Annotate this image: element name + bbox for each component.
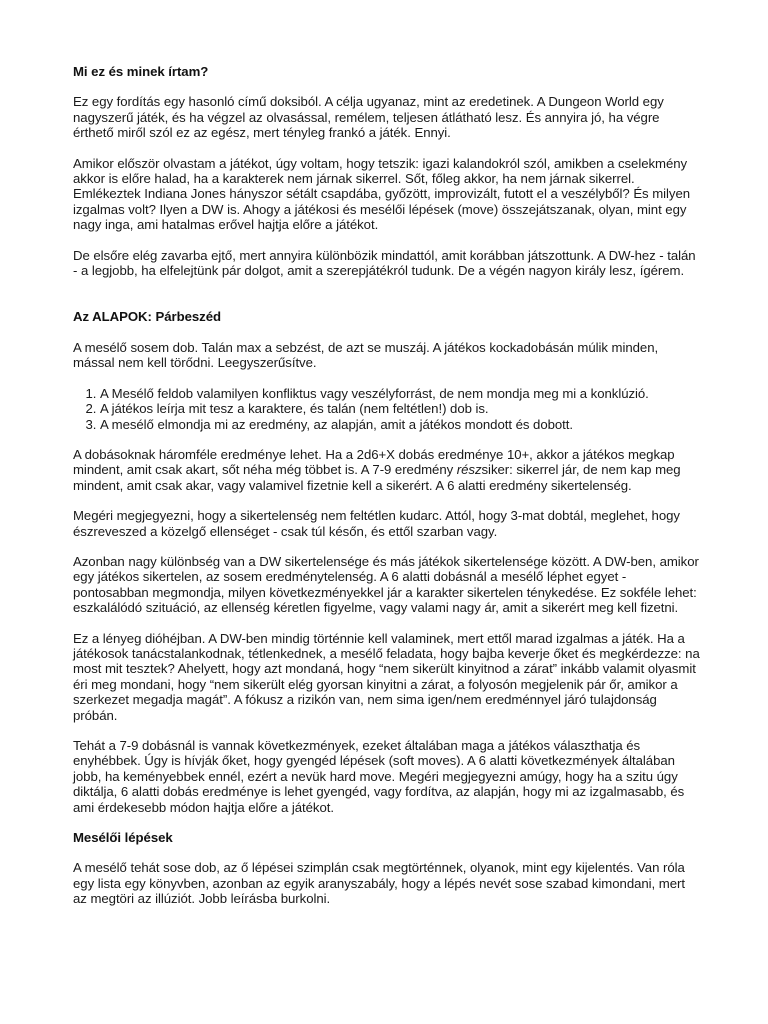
results-text-b: siker: sikerrel jár, de nem kap meg mindent, amit csak akar, vagy valamivel fizetnie kell a sikerért. A 6 alatti eredmény sikertelenség. xyxy=(73,462,681,493)
paragraph-core: Ez a lényeg dióhéjban. A DW-ben mindig történnie kell valaminek, mert ettől marad izgalmas a játék. Ha a játékosok tanácstalankodnak, tétlenkednek, a mesélő feladata, hogy bajba keverje őket és megkérdezze: na most mit tesztek? Ahelyett, hogy azt mondaná, hogy “nem sikerült kinyitnod a zárat” inkább valamit olyasmit éri meg mondani, hogy “nem sikerült elég gyorsan kinyitni a zárat, a folyosón megjelenik pár őr, amikor a szerkezet megadja magát”. A fókusz a rizikón van, nem sima igen/nem eredménnyel járó tulajdonság próbán. xyxy=(73,630,700,723)
list-item: 2. A játékos leírja mit tesz a karaktere, és talán (nem feltétlen!) dob is. xyxy=(100,401,701,416)
paragraph-difference: Azonban nagy különbség van a DW sikertelensége és más játékok sikertelensége között. A DW-ben, amikor egy játékos sikertelen, az sosem eredménytelenség. A 6 alatti dobásnál a mesélő léphet egyet - pontosabban megmondja, milyen következményekkel jár a karakter sikertelen ténykedése. Ez sokféle lehet: eszkalálódó szituáció, az ellenség kéretlen figyelme, vagy valami nagy ár, amit a sikerért meg kell fizetni. xyxy=(73,553,699,616)
paragraph-consequences: Tehát a 7-9 dobásnál is vannak következmények, ezeket általában maga a játékos választhatja és enyhébbek. Úgy is hívják őket, hogy gyengéd lépések (soft moves). A 6 alatti következmények általában jobb, ha keményebbek ennél, ezért a nevük hard move. Megéri megjegyezni amúgy, hogy ha a szitu úgy diktálja, 6 alatti dobás eredménye is lehet gyengéd, vagy fordítva, az alapján, hogy mi az izgalmasabb, és ami érdekesebb módon hajtja előre a játékot. xyxy=(73,738,685,815)
paragraph-failure: Megéri megjegyezni, hogy a sikertelenség nem feltétlen kudarc. Attól, hogy 3-mat dobtál, meglehet, hogy észreveszed a közelgő ellenséget - csak túl későn, és ettől szarban vagy. xyxy=(73,508,680,539)
document-page xyxy=(73,64,701,922)
heading-intro: Mi ez és minek írtam? xyxy=(73,64,209,79)
paragraph-moves-1: A mesélő tehát sose dob, az ő lépései szimplán csak megtörténnek, olyanok, mint egy kijelentés. Van róla egy lista egy könyvben, azonban az egyik aranyszabály, hogy a lépés nevét sose szabad kimondani, mert az megtöri az illúziót. Jobb leírásba burkolni. xyxy=(73,860,685,907)
heading-moves: Mesélői lépések xyxy=(73,830,173,846)
results-text-a: A dobásoknak háromféle eredménye lehet. Ha a 2d6+X dobás eredménye 10+, akkor a játékos megkap mindent, amit csak akart, sőt néha még többet is. A 7-9 eredmény xyxy=(73,446,675,478)
paragraph-intro-2: Amikor először olvastam a játékot, úgy voltam, hogy tetszik: igazi kalandokról szól, amikben a cselekmény akkor is előre halad, ha a karakterek nem járnak sikerrel. Sőt, főleg akkor, ha nem járnak sikerrel. Emlékeztek Indiana Jones hányszor sétált csapdába, győzött, improvizált, futott el a veszélyből? És milyen izgalmas volt? Ilyen a DW is. Ahogy a játékosi és mesélői lépések (move) összejátszanak, olyan, mint egy nagy inga, ami hatalmas erővel hajtja előre a játékot. xyxy=(73,155,691,233)
list-item: 3. A mesélő elmondja mi az eredmény, az alapján, amit a játékos mondott és dobott. xyxy=(100,417,701,432)
results-emphasis: rész xyxy=(456,462,482,478)
paragraph-basics-1: A mesélő sosem dob. Talán max a sebzést, de azt se muszáj. A játékos kockadobásán múlik minden, mással nem kell törődni. Leegyszerűsítve. xyxy=(73,339,659,371)
paragraph-intro-3: De elsőre elég zavarba ejtő, mert annyira különbözik mindattól, amit korábban játszottunk. A DW-hez - talán - a legjobb, ha elfelejtünk pár dolgot, amit a szerepjátékról tudunk. De a végén nagyon király lesz, ígérem. xyxy=(73,247,696,279)
list-item: 1. A Mesélő feldob valamilyen konfliktus vagy veszélyforrást, de nem mondja meg mi a konklúzió. xyxy=(100,386,701,401)
paragraph-results xyxy=(73,447,701,493)
heading-basics: Az ALAPOK: Párbeszéd xyxy=(73,309,221,325)
paragraph-intro-1: Ez egy fordítás egy hasonló című doksiból. A célja ugyanaz, mint az eredetinek. A Dungeon World egy nagyszerű játék, és ha végzel az olvasással, remélem, teljesen átlátható lesz. És annyira jó, ha végre érthető miről szól ez az egész, mert tényleg frankó a játék. Ennyi. xyxy=(73,94,664,141)
steps-list xyxy=(73,386,701,432)
